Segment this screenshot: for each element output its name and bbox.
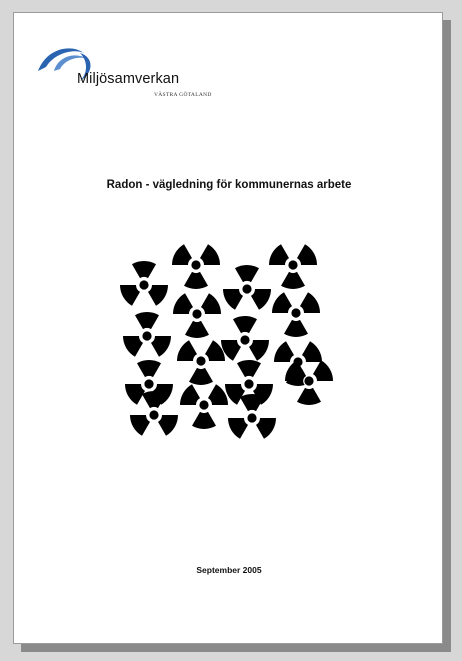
radiation-trefoil-icon: [269, 291, 323, 337]
radiation-trefoil-icon: [169, 243, 223, 289]
radiation-trefoil-icon: [218, 316, 272, 362]
trefoil-blade: [297, 388, 321, 405]
trefoil-blade: [235, 265, 259, 282]
radiation-trefoil-icon: [170, 292, 224, 338]
radiation-trefoil-icon: [174, 339, 228, 385]
document-title: Radon - vägledning för kommunernas arbete: [106, 179, 352, 191]
trefoil-blade: [189, 368, 213, 385]
radiation-trefoil-icon: [220, 265, 274, 311]
trefoil-blade: [233, 316, 257, 333]
logo-region: VÄSTRA GÖTALAND: [154, 92, 212, 98]
trefoil-blade: [240, 394, 264, 411]
trefoil-blade: [192, 412, 216, 429]
radiation-trefoil-icon: [120, 312, 174, 358]
trefoil-blade: [284, 320, 308, 337]
trefoil-blade: [142, 391, 166, 408]
radiation-trefoil-icon: [177, 383, 231, 429]
radiation-trefoil-icon: [266, 243, 320, 289]
trefoil-blade: [137, 360, 161, 377]
document-date: September 2005: [196, 565, 262, 575]
radiation-trefoil-icon: [117, 261, 171, 307]
trefoil-blade: [184, 272, 208, 289]
trefoil-blade: [281, 272, 305, 289]
logo-name: Miljösamverkan: [77, 71, 180, 87]
trefoil-blade: [237, 360, 261, 377]
document-page: [13, 12, 443, 644]
radiation-symbols-illustration: [14, 13, 444, 645]
trefoil-blade: [135, 312, 159, 329]
trefoil-blade: [132, 261, 156, 278]
trefoil-blade: [185, 321, 209, 338]
